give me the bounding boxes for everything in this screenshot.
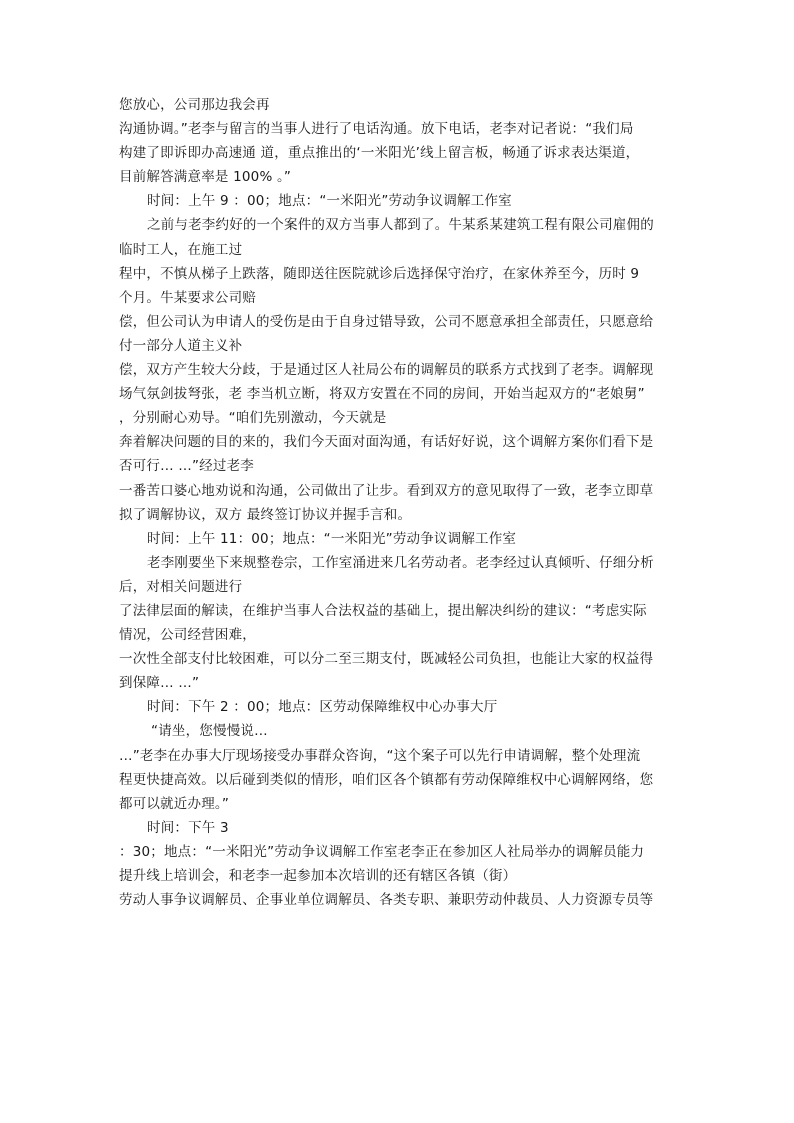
text-line: 个月。牛某要求公司赔 [119, 289, 256, 306]
text-line: 后，对相关问题进行 [119, 578, 243, 595]
text-line: 老李刚要坐下来规整卷宗，工作室涌进来几名劳动者。老李经过认真倾听、仔细分析 [147, 554, 654, 571]
text-line: ：30；地点：“一米阳光”劳动争议调解工作室老李正在参加区人社局举办的调解员能力 [119, 843, 645, 860]
text-line: 拟了调解协议，双方 最终签订协议并握手言和。 [119, 506, 412, 523]
text-line: 到保障… …” [119, 675, 200, 692]
text-line: 构建了即诉即办高速通 道，重点推出的‘一米阳光’线上留言板，畅通了诉求表达渠道， [119, 145, 640, 162]
text-line: 了法律层面的解读，在维护当事人合法权益的基础上，提出解决纠纷的建议：“考虑实际 [119, 602, 647, 619]
document-body [119, 93, 679, 912]
text-line: 劳动人事争议调解员、企事业单位调解员、各类专职、兼职劳动仲裁员、人力资源专员等 [119, 892, 654, 909]
text-line: 一次性全部支付比较困难，可以分二至三期支付，既减轻公司负担，也能让大家的权益得 [119, 651, 654, 668]
text-line: 一番苦口婆心地劝说和沟通，公司做出了让步。看到双方的意见取得了一致，老李立即草 [119, 482, 654, 499]
time-location-heading: 时间：上午 11：00；地点：“一米阳光”劳动争议调解工作室 [147, 530, 517, 547]
text-line: 目前解答满意率是 100% 。” [119, 169, 292, 186]
text-line: 程更快捷高效。以后碰到类似的情形，咱们区各个镇都有劳动保障维权中心调解网络，您 [119, 771, 654, 788]
text-line: ，分别耐心劝导。“咱们先别激动，今天就是 [119, 410, 387, 427]
text-line: 您放心，公司那边我会再 [119, 97, 270, 113]
text-line: 偿，双方产生较大分歧，于是通过区人社局公布的调解员的联系方式找到了老李。调解现 [119, 362, 654, 379]
text-line: 都可以就近办理。” [119, 795, 230, 812]
time-location-heading: 时间：下午 2 ：00；地点：区劳动保障维权中心办事大厅 [147, 699, 498, 716]
text-line: 奔着解决问题的目的来的，我们今天面对面沟通，有话好好说，这个调解方案你们看下是 [119, 434, 654, 451]
time-location-heading: 时间：下午 3 [147, 819, 229, 836]
time-location-heading: 时间：上午 9 ：00；地点：“一米阳光”劳动争议调解工作室 [147, 193, 512, 210]
text-line: 沟通协调。”老李与留言的当事人进行了电话沟通。放下电话，老李对记者说：“我们局 [119, 121, 634, 138]
text-line: 临时工人，在施工过 [119, 241, 243, 258]
text-line: 付一部分人道主义补 [119, 337, 243, 354]
text-line: …”老李在办事大厅现场接受办事群众咨询，“这个案子可以先行申请调解，整个处理流 [119, 747, 641, 764]
text-line: 否可行… …”经过老李 [119, 458, 254, 475]
text-line: 提升线上培训会，和老李一起参加本次培训的还有辖区各镇（街） [119, 868, 517, 884]
text-line: “请坐，您慢慢说… [151, 723, 268, 740]
text-line: 之前与老李约好的一个案件的双方当事人都到了。牛某系某建筑工程有限公司雇佣的 [147, 217, 654, 234]
text-line: 程中，不慎从梯子上跌落，随即送往医院就诊后选择保守治疗，在家休养至今，历时 9 [119, 265, 640, 282]
text-line: 场气氛剑拔弩张，老 李当机立断，将双方安置在不同的房间，开始当起双方的“老娘舅” [119, 386, 645, 403]
text-line: 偿，但公司认为申请人的受伤是由于自身过错导致，公司不愿意承担全部责任，只愿意给 [119, 313, 654, 330]
text-line: 情况，公司经营困难， [119, 627, 256, 644]
